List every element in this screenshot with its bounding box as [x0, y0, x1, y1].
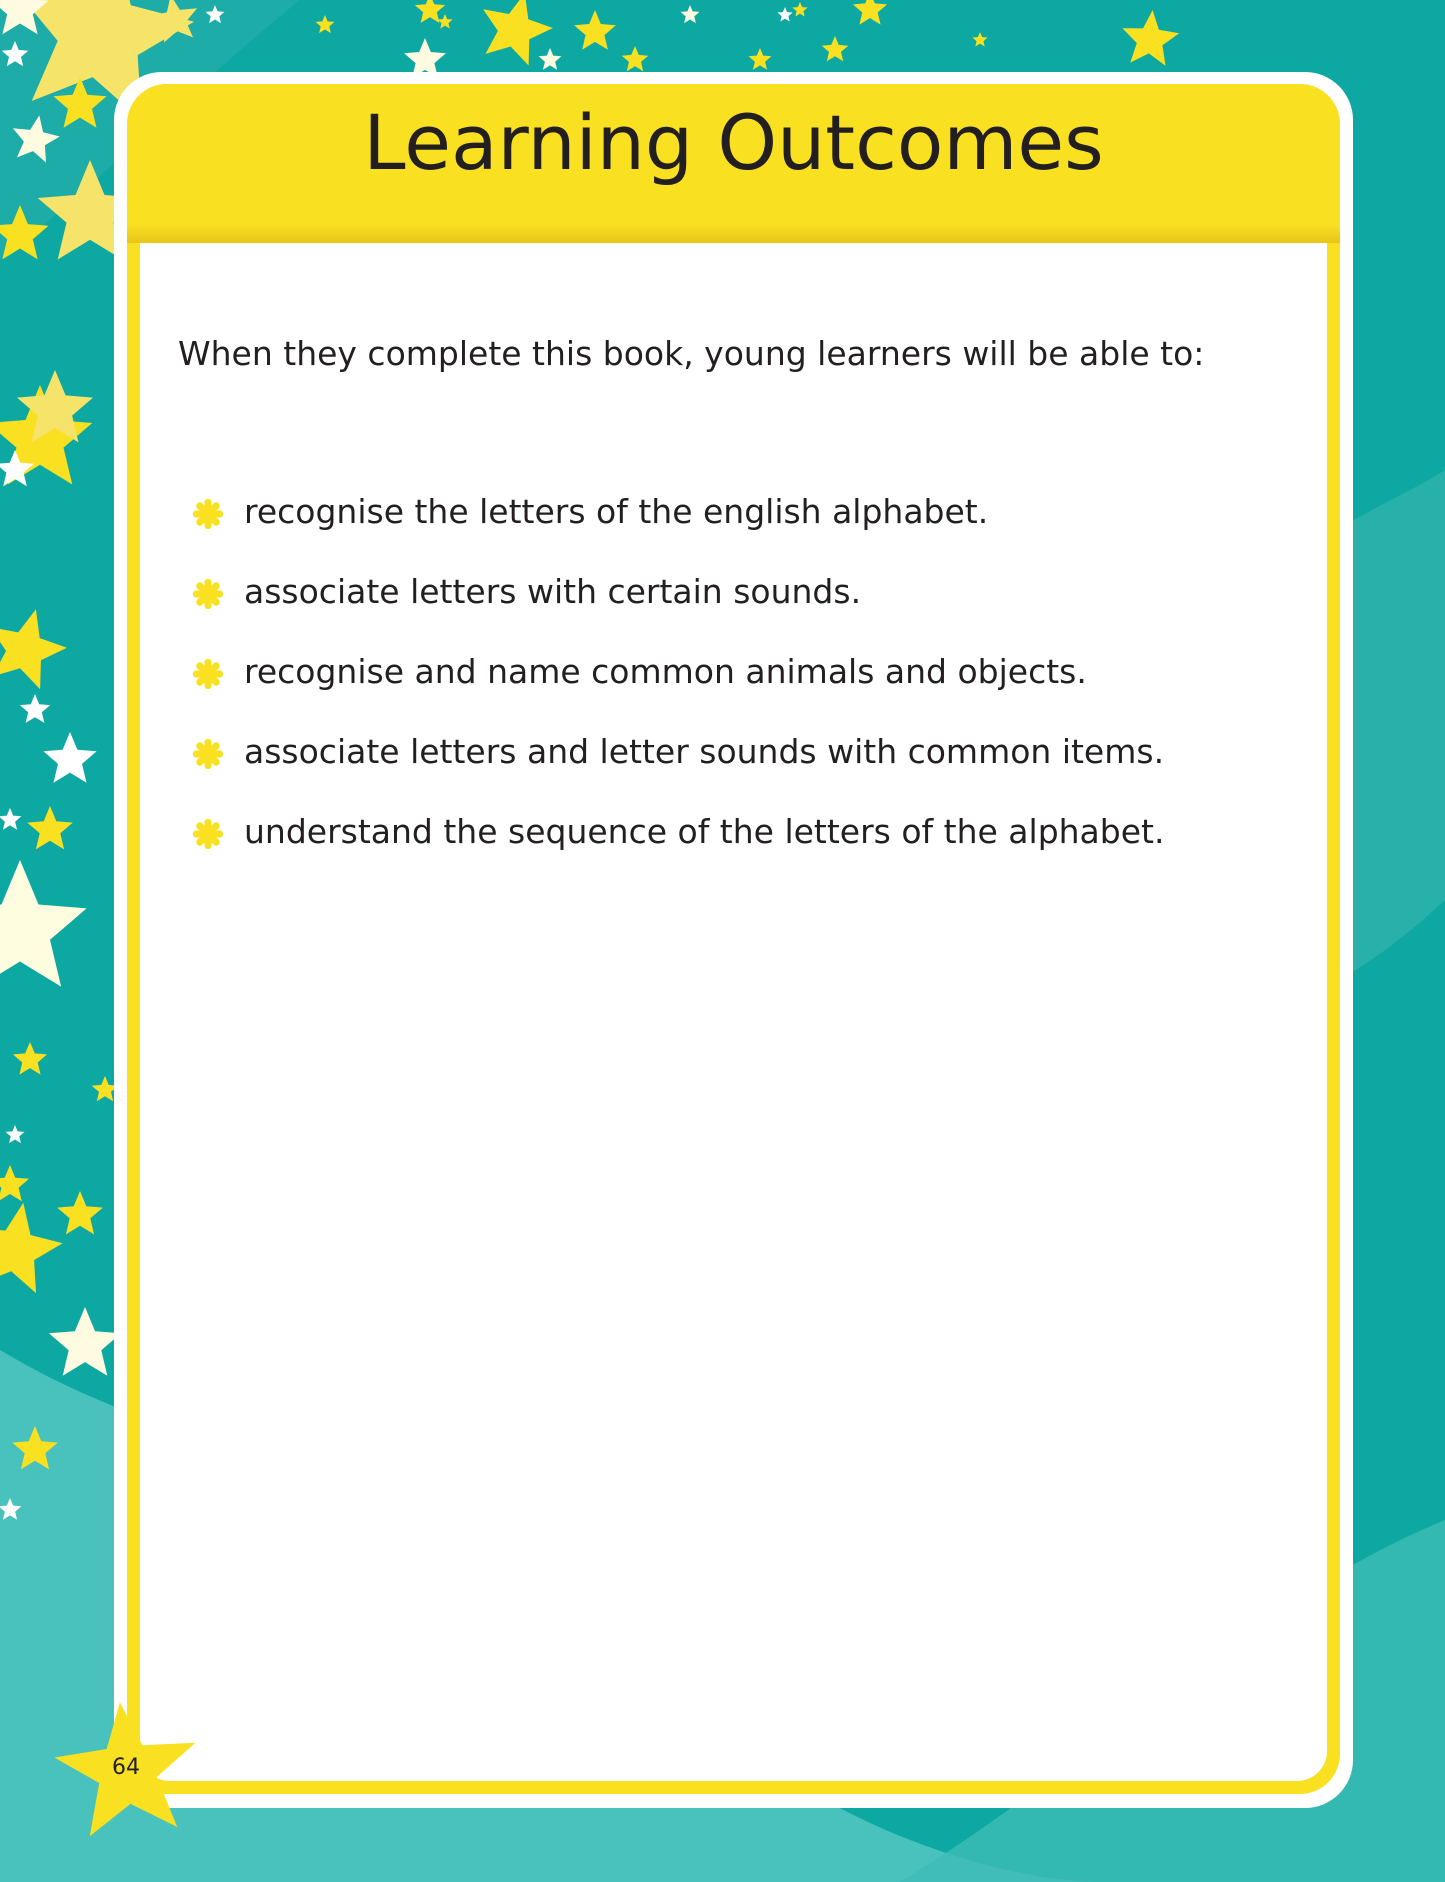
outcomes-list: [190, 492, 1164, 892]
outcome-text: associate letters and letter sounds with common items.: [244, 732, 1165, 771]
outcome-text: recognise and name common animals and objects.: [244, 652, 1087, 691]
asterisk-bullet-icon: [190, 816, 226, 852]
page-title: Learning Outcomes: [363, 97, 1104, 187]
outcome-text: understand the sequence of the letters of the alphabet.: [244, 812, 1165, 851]
page-number: 64: [112, 1755, 140, 1780]
asterisk-bullet-icon: [190, 656, 226, 692]
outcome-item: [190, 812, 1164, 892]
outcome-item: [190, 652, 1164, 732]
outcome-item: [190, 732, 1164, 812]
outcome-text: associate letters with certain sounds.: [244, 572, 862, 611]
outcome-item: [190, 492, 1164, 572]
outcome-text: recognise the letters of the english alphabet.: [244, 492, 989, 531]
intro-text: When they complete this book, young learners will be able to:: [178, 334, 1205, 373]
card-header: [127, 84, 1340, 243]
page-number-badge: [52, 1700, 202, 1840]
outcome-item: [190, 572, 1164, 652]
card-body: [140, 243, 1327, 1781]
asterisk-bullet-icon: [190, 736, 226, 772]
asterisk-bullet-icon: [190, 496, 226, 532]
asterisk-bullet-icon: [190, 576, 226, 612]
